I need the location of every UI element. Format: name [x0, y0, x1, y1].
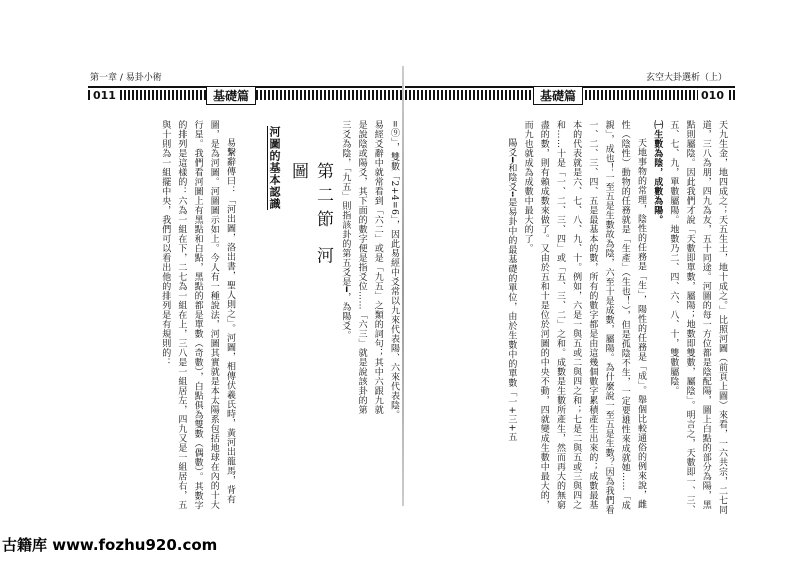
chapter-title-small: 河圖的基本認識: [268, 126, 281, 210]
section-label: 基礎篇: [206, 86, 256, 105]
running-head: 玄空大卦選析（上）: [645, 73, 727, 83]
running-head: 第一章 / 易卦小術: [90, 73, 162, 83]
paragraph: 天九生金，地四成之；天五生土，地十成之。」比照河圖（前頁上圖）來看，一六共宗，二七同道，三八為朋，四九為友，五十同途。河圖的每一方位都是陰配陽，圖上白點的部分為陽，黑點則屬陰。因此我們才說「天數即單數，屬陽；地數即雙數，屬陰」。明言之，天數即一、三、五、七、九，單數屬陽。地數乃二、四、六、八、十，雙數屬陰。: [668, 120, 727, 515]
left-header: [88, 60, 403, 104]
subheading: ㈠生數為陰，成數為陽。: [652, 120, 663, 225]
site-watermark: 古籍库 www.fozhu920.com: [2, 536, 218, 554]
left-continued-text: [340, 120, 402, 420]
chapter-title: 第二節 河 圖: [288, 162, 333, 271]
left-page: [88, 60, 403, 530]
right-body-text: [405, 120, 730, 515]
chapter-heading: [240, 126, 344, 276]
page-number: 011: [90, 89, 119, 102]
paragraph: 易繫辭傳曰：「河出圖，洛出書，聖人則之」。河圖，相傳伏羲氏時，黃河出龍馬，背有圖，是為河圖。河圖圖示如上。今人有一種說法，河圖其實就是本太陽系包括地球在內的十大行星。我們看河圖上有黑點和白點，黑點的都是單數（奇數），白點俱為雙數（偶數）。其數字的排列是這樣的：六為一組在下，二七為一組在上，三八是一組居左，四九又是一組居右，五與十則為一組擺中央，我們可以看出他的排列是有規則的：: [160, 120, 235, 510]
paragraph: 天地事物的常理，陰性的任務是「生」，陽性的任務是「成」。舉個比較通俗的例來說，雌性（陰性）動物的任務就是「生產」（生也！），但是孤陰不生，一定要雄性來成就她……「成親」，成也！一至五是生數故為陰，六至十是成數，屬陽。為什麼說一至五是生數？因為我們看一、二、三、四、五是最基本的數，所有的數字都是由這幾個數字累積產生出來的；成數最基本的代表就是六、七、八、九、十。例如，六是一與五或二與四之和；七是二與五或三與四之和……十是「一、二、三、四」或「五、三、二」之和。成數是生數所產生，然而再大的無窮盡的數，則有賴成數來做了。又由於五和十是位於河圖的中央不動，四就變成生數中最大的，而九也就成為成數中最大的了。: [522, 120, 646, 515]
left-body-text: [88, 120, 238, 515]
page-gutter: [402, 66, 404, 506]
paragraph: =⑨」，雙數「2+4=6」，因此易經中爻常以九來代表陽、六來代表陰。易經爻辭中就常看到「六二」或是「九五」之類的詞句；其中六跟九就是說陰或陽爻，其下面的數字便是指爻位……「六三」就是說該卦的第三爻為陰，「九五」則指該卦的第五爻是━，為陽爻。: [340, 120, 399, 420]
paragraph: 陽爻━和陰爻╍是易卦中的最基礎的單位，由於生數中的單數「一+三+五: [506, 138, 517, 442]
right-header: [405, 60, 735, 104]
right-page: [405, 60, 735, 530]
page-number: 010: [698, 89, 727, 102]
section-label: 基礎篇: [533, 86, 583, 105]
